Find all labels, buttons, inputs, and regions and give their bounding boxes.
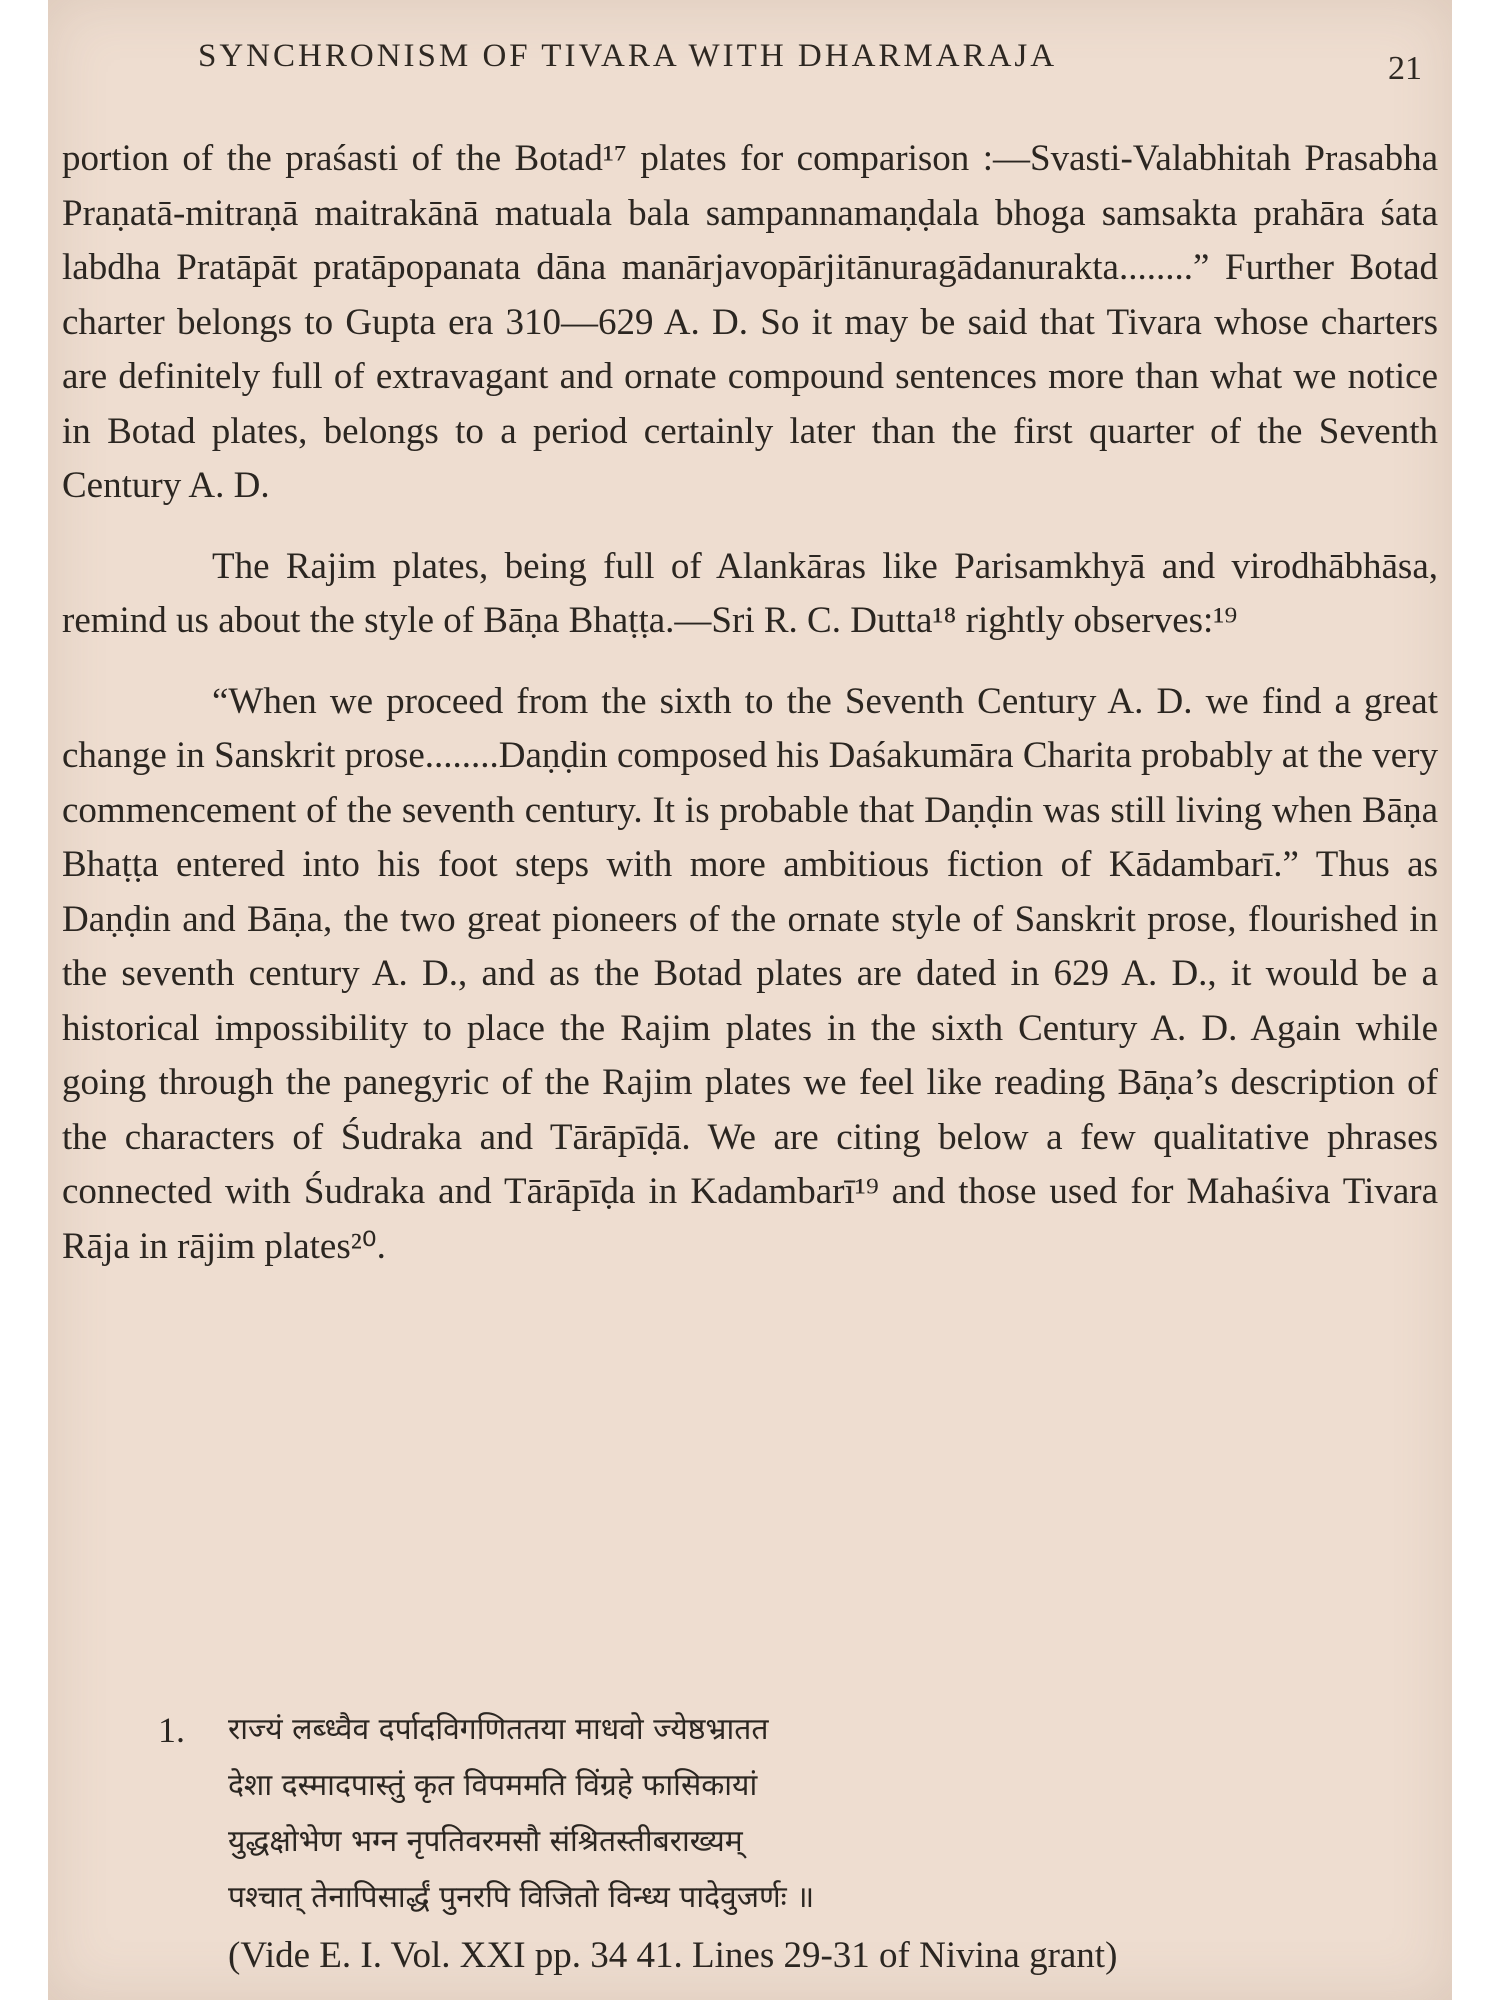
body-text bbox=[62, 132, 1438, 1274]
verse-row bbox=[158, 1702, 1418, 1984]
verse-line: राज्यं लब्ध्वैव दर्पादविगणिततया माधवो ज्येष्ठभ्रातत bbox=[228, 1712, 769, 1747]
paragraph-dutta-quote: “When we proceed from the sixth to the Seventh Century A. D. we find a great change in Sanskrit prose........Daṇḍin composed his Daśakumāra Charita probably at the very commencement of the seventh century. It is probable that Daṇḍin was still living when Bāṇa Bhaṭṭa entered into his foot steps with more ambitious fiction of Kādambarī.” Thus as Daṇḍin and Bāṇa, the two great pioneers of the ornate style of Sanskrit prose, flourished in the seventh century A. D., and as the Botad plates are dated in 629 A. D., it would be a historical impossibility to place the Rajim plates in the sixth Century A. D. Again while going through the panegyric of the Rajim plates we feel like reading Bāṇa’s description of the characters of Śudraka and Tārāpīḍā. We are citing below a few qualitative phrases connected with Śudraka and Tārāpīḍa in Kadambarī¹⁹ and those used for Mahaśiva Tivara Rāja in rājim plates²⁰. bbox=[62, 680, 1438, 1267]
page-number: 21 bbox=[1388, 50, 1422, 87]
sanskrit-verse-block bbox=[158, 1702, 1418, 1984]
verse-number: 1. bbox=[158, 1710, 185, 1750]
book-page bbox=[48, 0, 1452, 2000]
paragraph-botad-comparison: portion of the praśasti of the Botad¹⁷ plates for comparison :—Svasti-Valabhitah Prasabha Praṇatā-mitraṇā maitrakānā matuala bala sampannamaṇḍala bhoga samsakta prahāra śata labdha Pratāpāt pratāpopanata dāna manārjavopārjitānuragādanurakta........” Further Botad charter belongs to Gupta era 310—629 A. D. So it may be said that Tivara whose charters are definitely full of extravagant and ornate compound sentences more than what we notice in Botad plates, belongs to a period certainly later than the first quarter of the Seventh Century A. D. bbox=[62, 138, 1438, 506]
verse-lines bbox=[228, 1702, 1418, 1984]
paragraph-rajim-style: The Rajim plates, being full of Alankāras like Parisamkhyā and virodhābhāsa, remind us about the style of Bāṇa Bhaṭṭa.—Sri R. C. Dutta¹⁸ rightly observes:¹⁹ bbox=[62, 545, 1438, 641]
running-title: SYNCHRONISM OF TIVARA WITH DHARMARAJA bbox=[198, 38, 1058, 74]
verse-line: पश्चात् तेनापिसार्द्धं पुनरपि विजितो विन्ध्य पादेवुजर्णः ॥ bbox=[228, 1880, 815, 1915]
verse-line: देशा दस्मादपास्तुं कृत विपममति विंग्रहे फासिकायां bbox=[228, 1768, 758, 1803]
verse-line: युद्धक्षोभेण भग्न नृपतिवरमसौ संश्रितस्तीबराख्यम् bbox=[228, 1824, 743, 1859]
verse-citation: (Vide E. I. Vol. XXI pp. 34 41. Lines 29-31 of Nivina grant) bbox=[228, 1935, 1118, 1976]
